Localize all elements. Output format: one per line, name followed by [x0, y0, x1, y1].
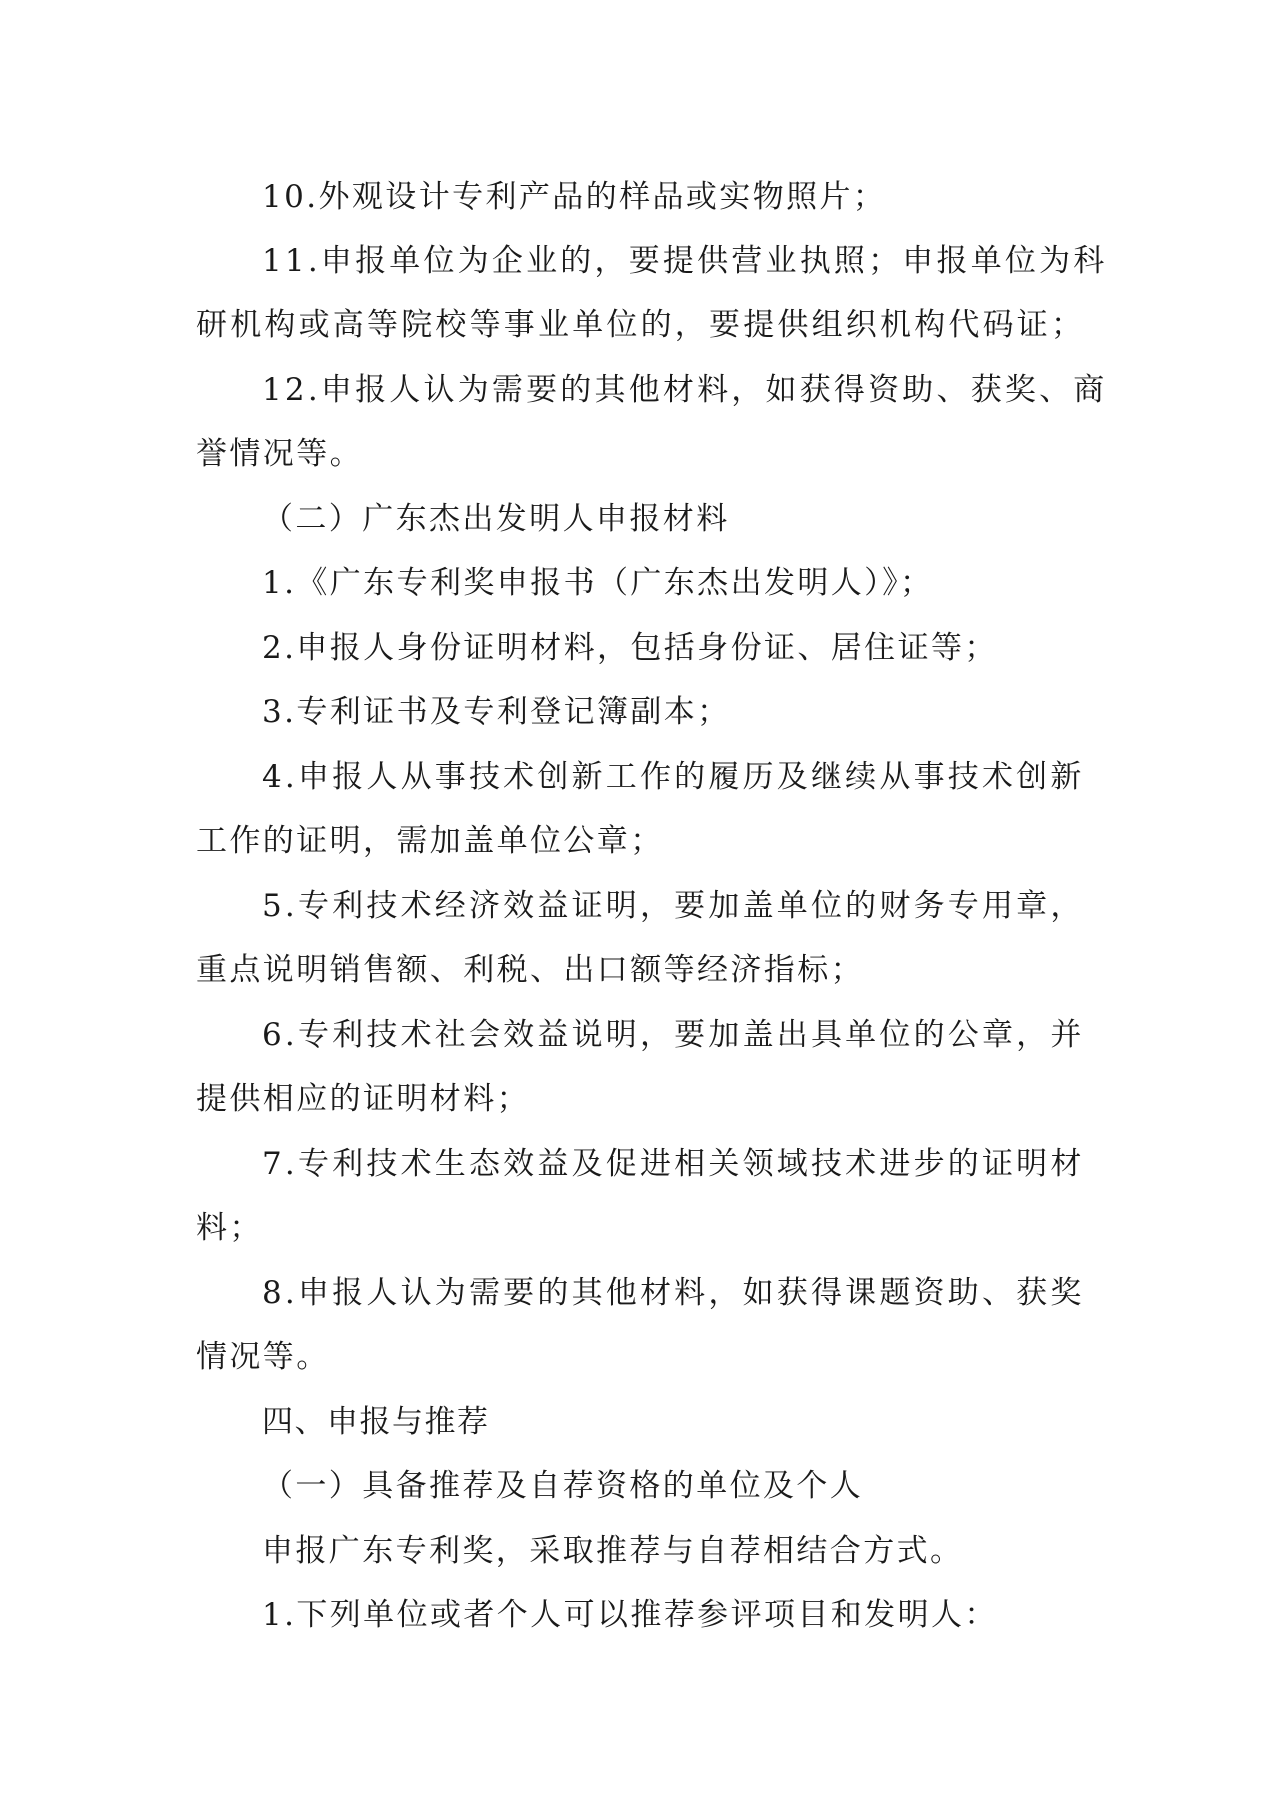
text-line: 提供相应的证明材料； [196, 1081, 530, 1117]
text-line: 1.下列单位或者个人可以推荐参评项目和发明人： [262, 1597, 998, 1633]
text-line: 4.申报人从事技术创新工作的履历及继续从事技术创新 [262, 759, 1085, 795]
text-line: 6.专利技术社会效益说明，要加盖出具单位的公章，并 [262, 1017, 1085, 1053]
text-line: 申报广东专利奖，采取推荐与自荐相结合方式。 [262, 1533, 964, 1569]
text-line: 1.《广东专利奖申报书（广东杰出发明人）》； [262, 565, 934, 601]
text-line: 10.外观设计专利产品的样品或实物照片； [262, 179, 887, 215]
section-subheading: （二）广东杰出发明人申报材料 [262, 501, 730, 537]
text-line: 5.专利技术经济效益证明，要加盖单位的财务专用章， [262, 888, 1085, 924]
text-line: 料； [196, 1210, 263, 1246]
text-line: 誉情况等。 [196, 436, 363, 472]
section-heading: 四、申报与推荐 [262, 1404, 490, 1440]
text-line: 重点说明销售额、利税、出口额等经济指标； [196, 952, 864, 988]
text-line: 研机构或高等院校等事业单位的，要提供组织机构代码证； [196, 307, 1086, 343]
text-line: 11.申报单位为企业的，要提供营业执照；申报单位为科 [262, 243, 1108, 279]
text-line: 2.申报人身份证明材料，包括身份证、居住证等； [262, 630, 998, 666]
text-line: 7.专利技术生态效益及促进相关领域技术进步的证明材 [262, 1146, 1085, 1182]
text-line: 12.申报人认为需要的其他材料，如获得资助、获奖、商 [262, 372, 1108, 408]
section-subheading: （一）具备推荐及自荐资格的单位及个人 [262, 1468, 864, 1504]
text-line: 3.专利证书及专利登记簿副本； [262, 694, 731, 730]
text-line: 8.申报人认为需要的其他材料，如获得课题资助、获奖 [262, 1275, 1085, 1311]
text-line: 情况等。 [196, 1339, 330, 1375]
text-line: 工作的证明，需加盖单位公章； [196, 823, 664, 859]
